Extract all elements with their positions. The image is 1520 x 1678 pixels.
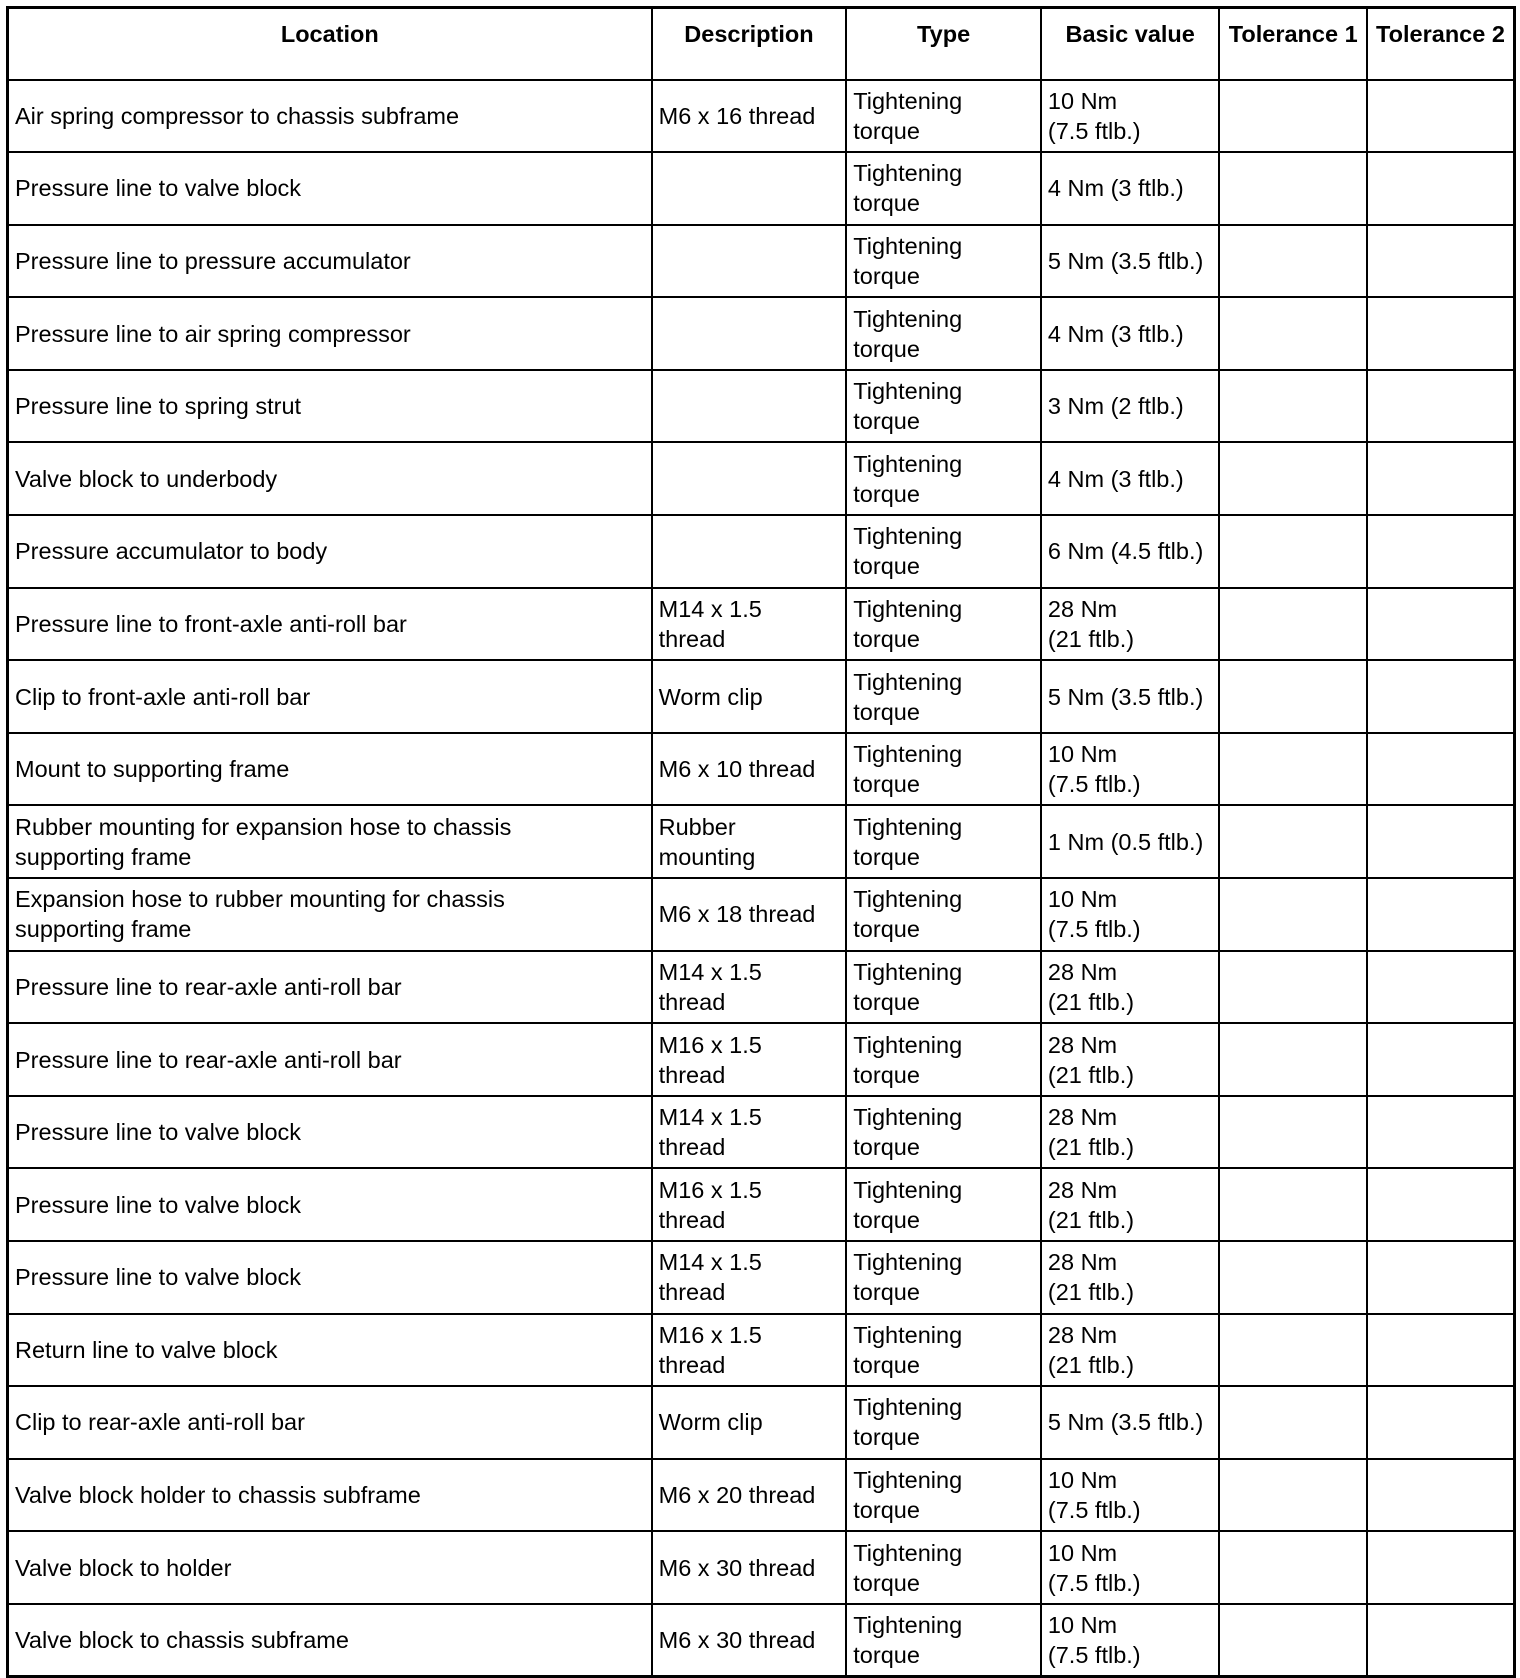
header-basic-value: Basic value xyxy=(1041,8,1220,80)
table-row xyxy=(8,442,1515,515)
cell-basic-value: 5 Nm (3.5 ftlb.) xyxy=(1041,660,1220,733)
cell-type: Tightening torque xyxy=(846,1531,1041,1604)
cell-basic-value: 28 Nm (21 ftlb.) xyxy=(1041,1314,1220,1387)
cell-description xyxy=(652,297,847,370)
cell-tolerance-2 xyxy=(1367,1386,1515,1459)
cell-description xyxy=(652,370,847,443)
table-header xyxy=(8,8,1515,80)
table-row xyxy=(8,951,1515,1024)
cell-tolerance-1 xyxy=(1219,1096,1366,1169)
cell-tolerance-1 xyxy=(1219,152,1366,225)
cell-tolerance-2 xyxy=(1367,442,1515,515)
cell-description: M16 x 1.5 thread xyxy=(652,1023,847,1096)
cell-tolerance-2 xyxy=(1367,515,1515,588)
table-row xyxy=(8,1023,1515,1096)
cell-tolerance-2 xyxy=(1367,1604,1515,1677)
cell-type: Tightening torque xyxy=(846,1096,1041,1169)
table-row xyxy=(8,1386,1515,1459)
cell-tolerance-2 xyxy=(1367,1531,1515,1604)
cell-tolerance-1 xyxy=(1219,951,1366,1024)
cell-location: Valve block to underbody xyxy=(8,442,652,515)
cell-tolerance-1 xyxy=(1219,1459,1366,1532)
cell-description: M16 x 1.5 thread xyxy=(652,1314,847,1387)
cell-tolerance-2 xyxy=(1367,297,1515,370)
cell-tolerance-1 xyxy=(1219,1314,1366,1387)
cell-location: Pressure line to valve block xyxy=(8,152,652,225)
cell-basic-value: 10 Nm (7.5 ftlb.) xyxy=(1041,80,1220,153)
cell-tolerance-1 xyxy=(1219,1386,1366,1459)
cell-location: Valve block holder to chassis subframe xyxy=(8,1459,652,1532)
cell-location: Pressure line to rear-axle anti-roll bar xyxy=(8,951,652,1024)
header-row xyxy=(8,8,1515,80)
cell-basic-value: 28 Nm (21 ftlb.) xyxy=(1041,1168,1220,1241)
cell-description: M14 x 1.5 thread xyxy=(652,588,847,661)
cell-type: Tightening torque xyxy=(846,588,1041,661)
header-type: Type xyxy=(846,8,1041,80)
cell-description: Rubber mounting xyxy=(652,805,847,878)
table-row xyxy=(8,515,1515,588)
cell-basic-value: 28 Nm (21 ftlb.) xyxy=(1041,588,1220,661)
cell-description: M6 x 30 thread xyxy=(652,1531,847,1604)
cell-location: Valve block to holder xyxy=(8,1531,652,1604)
cell-type: Tightening torque xyxy=(846,515,1041,588)
cell-description: M14 x 1.5 thread xyxy=(652,1096,847,1169)
cell-tolerance-1 xyxy=(1219,660,1366,733)
table-row xyxy=(8,805,1515,878)
cell-basic-value: 4 Nm (3 ftlb.) xyxy=(1041,442,1220,515)
cell-tolerance-2 xyxy=(1367,951,1515,1024)
cell-basic-value: 10 Nm (7.5 ftlb.) xyxy=(1041,733,1220,806)
cell-type: Tightening torque xyxy=(846,1023,1041,1096)
table-row xyxy=(8,1241,1515,1314)
cell-type: Tightening torque xyxy=(846,1168,1041,1241)
table-row xyxy=(8,660,1515,733)
header-tolerance-2: Tolerance 2 xyxy=(1367,8,1515,80)
cell-description xyxy=(652,515,847,588)
cell-tolerance-2 xyxy=(1367,588,1515,661)
cell-location: Pressure line to rear-axle anti-roll bar xyxy=(8,1023,652,1096)
cell-description: Worm clip xyxy=(652,660,847,733)
cell-basic-value: 10 Nm (7.5 ftlb.) xyxy=(1041,878,1220,951)
cell-tolerance-1 xyxy=(1219,442,1366,515)
cell-location: Pressure line to pressure accumulator xyxy=(8,225,652,298)
table-row xyxy=(8,370,1515,443)
cell-basic-value: 5 Nm (3.5 ftlb.) xyxy=(1041,1386,1220,1459)
cell-tolerance-1 xyxy=(1219,1168,1366,1241)
cell-description: M6 x 18 thread xyxy=(652,878,847,951)
cell-basic-value: 4 Nm (3 ftlb.) xyxy=(1041,152,1220,225)
cell-location: Return line to valve block xyxy=(8,1314,652,1387)
cell-basic-value: 28 Nm (21 ftlb.) xyxy=(1041,1023,1220,1096)
table-row xyxy=(8,1531,1515,1604)
cell-tolerance-1 xyxy=(1219,588,1366,661)
cell-tolerance-2 xyxy=(1367,1023,1515,1096)
cell-basic-value: 10 Nm (7.5 ftlb.) xyxy=(1041,1604,1220,1677)
table-row xyxy=(8,1096,1515,1169)
header-location: Location xyxy=(8,8,652,80)
header-description: Description xyxy=(652,8,847,80)
cell-location: Mount to supporting frame xyxy=(8,733,652,806)
cell-tolerance-1 xyxy=(1219,515,1366,588)
cell-basic-value: 10 Nm (7.5 ftlb.) xyxy=(1041,1459,1220,1532)
cell-type: Tightening torque xyxy=(846,1241,1041,1314)
cell-location: Pressure line to air spring compressor xyxy=(8,297,652,370)
cell-type: Tightening torque xyxy=(846,225,1041,298)
table-row xyxy=(8,1459,1515,1532)
cell-tolerance-1 xyxy=(1219,1241,1366,1314)
cell-tolerance-1 xyxy=(1219,733,1366,806)
table-row xyxy=(8,733,1515,806)
table-body xyxy=(8,80,1515,1677)
cell-type: Tightening torque xyxy=(846,80,1041,153)
header-tolerance-1: Tolerance 1 xyxy=(1219,8,1366,80)
cell-type: Tightening torque xyxy=(846,1604,1041,1677)
cell-tolerance-2 xyxy=(1367,805,1515,878)
cell-description: M16 x 1.5 thread xyxy=(652,1168,847,1241)
cell-type: Tightening torque xyxy=(846,733,1041,806)
cell-location: Pressure line to valve block xyxy=(8,1168,652,1241)
cell-tolerance-2 xyxy=(1367,660,1515,733)
table-row xyxy=(8,1604,1515,1677)
cell-description: Worm clip xyxy=(652,1386,847,1459)
cell-tolerance-2 xyxy=(1367,1459,1515,1532)
table-row xyxy=(8,80,1515,153)
torque-spec-table xyxy=(6,6,1516,1678)
cell-location: Pressure line to valve block xyxy=(8,1241,652,1314)
cell-tolerance-1 xyxy=(1219,805,1366,878)
cell-description: M6 x 16 thread xyxy=(652,80,847,153)
cell-type: Tightening torque xyxy=(846,152,1041,225)
cell-description: M6 x 20 thread xyxy=(652,1459,847,1532)
cell-type: Tightening torque xyxy=(846,1386,1041,1459)
cell-type: Tightening torque xyxy=(846,442,1041,515)
cell-basic-value: 5 Nm (3.5 ftlb.) xyxy=(1041,225,1220,298)
table-row xyxy=(8,1314,1515,1387)
cell-location: Air spring compressor to chassis subframe xyxy=(8,80,652,153)
cell-tolerance-2 xyxy=(1367,370,1515,443)
cell-location: Valve block to chassis subframe xyxy=(8,1604,652,1677)
cell-basic-value: 1 Nm (0.5 ftlb.) xyxy=(1041,805,1220,878)
table-row xyxy=(8,225,1515,298)
cell-tolerance-2 xyxy=(1367,1168,1515,1241)
cell-location: Pressure line to valve block xyxy=(8,1096,652,1169)
table-row xyxy=(8,297,1515,370)
cell-type: Tightening torque xyxy=(846,660,1041,733)
cell-type: Tightening torque xyxy=(846,297,1041,370)
cell-location: Pressure accumulator to body xyxy=(8,515,652,588)
cell-description xyxy=(652,152,847,225)
cell-tolerance-2 xyxy=(1367,80,1515,153)
cell-type: Tightening torque xyxy=(846,370,1041,443)
cell-tolerance-1 xyxy=(1219,878,1366,951)
cell-description xyxy=(652,442,847,515)
cell-type: Tightening torque xyxy=(846,951,1041,1024)
cell-tolerance-2 xyxy=(1367,1096,1515,1169)
cell-basic-value: 6 Nm (4.5 ftlb.) xyxy=(1041,515,1220,588)
table-row xyxy=(8,152,1515,225)
cell-description: M6 x 10 thread xyxy=(652,733,847,806)
table-row xyxy=(8,878,1515,951)
cell-basic-value: 28 Nm (21 ftlb.) xyxy=(1041,1241,1220,1314)
cell-location: Pressure line to front-axle anti-roll bar xyxy=(8,588,652,661)
cell-location: Expansion hose to rubber mounting for chassis supporting frame xyxy=(8,878,652,951)
cell-tolerance-2 xyxy=(1367,152,1515,225)
cell-tolerance-1 xyxy=(1219,1604,1366,1677)
cell-tolerance-1 xyxy=(1219,225,1366,298)
cell-tolerance-1 xyxy=(1219,370,1366,443)
cell-tolerance-1 xyxy=(1219,1531,1366,1604)
cell-basic-value: 28 Nm (21 ftlb.) xyxy=(1041,951,1220,1024)
cell-description: M14 x 1.5 thread xyxy=(652,1241,847,1314)
cell-location: Pressure line to spring strut xyxy=(8,370,652,443)
cell-tolerance-2 xyxy=(1367,225,1515,298)
cell-type: Tightening torque xyxy=(846,805,1041,878)
cell-tolerance-1 xyxy=(1219,297,1366,370)
cell-location: Rubber mounting for expansion hose to chassis supporting frame xyxy=(8,805,652,878)
cell-tolerance-1 xyxy=(1219,80,1366,153)
table-row xyxy=(8,588,1515,661)
cell-location: Clip to front-axle anti-roll bar xyxy=(8,660,652,733)
cell-basic-value: 10 Nm (7.5 ftlb.) xyxy=(1041,1531,1220,1604)
cell-tolerance-2 xyxy=(1367,733,1515,806)
cell-type: Tightening torque xyxy=(846,1314,1041,1387)
cell-tolerance-1 xyxy=(1219,1023,1366,1096)
cell-basic-value: 4 Nm (3 ftlb.) xyxy=(1041,297,1220,370)
cell-location: Clip to rear-axle anti-roll bar xyxy=(8,1386,652,1459)
cell-description: M6 x 30 thread xyxy=(652,1604,847,1677)
cell-description xyxy=(652,225,847,298)
cell-tolerance-2 xyxy=(1367,1241,1515,1314)
table-row xyxy=(8,1168,1515,1241)
cell-description: M14 x 1.5 thread xyxy=(652,951,847,1024)
cell-tolerance-2 xyxy=(1367,1314,1515,1387)
cell-tolerance-2 xyxy=(1367,878,1515,951)
cell-type: Tightening torque xyxy=(846,1459,1041,1532)
cell-basic-value: 28 Nm (21 ftlb.) xyxy=(1041,1096,1220,1169)
cell-basic-value: 3 Nm (2 ftlb.) xyxy=(1041,370,1220,443)
cell-type: Tightening torque xyxy=(846,878,1041,951)
